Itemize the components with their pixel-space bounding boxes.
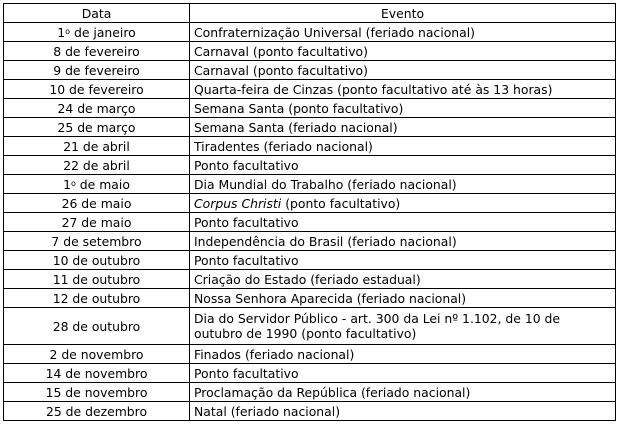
event-italic-text: Corpus Christi bbox=[194, 195, 282, 211]
date-cell: 21 de abril bbox=[4, 137, 190, 156]
date-day: 1 bbox=[63, 176, 71, 192]
event-cell: Tiradentes (feriado nacional) bbox=[190, 137, 616, 156]
event-cell: Nossa Senhora Aparecida (feriado nacional) bbox=[190, 289, 616, 308]
event-cell: Confraternização Universal (feriado nacional) bbox=[190, 23, 616, 42]
table-row bbox=[4, 364, 616, 383]
event-cell: Semana Santa (ponto facultativo) bbox=[190, 99, 616, 118]
date-cell: 8 de fevereiro bbox=[4, 42, 190, 61]
table-row bbox=[4, 194, 616, 213]
table-row bbox=[4, 118, 616, 137]
event-cell: Criação do Estado (feriado estadual) bbox=[190, 270, 616, 289]
event-cell: Carnaval (ponto facultativo) bbox=[190, 42, 616, 61]
event-cell: Semana Santa (feriado nacional) bbox=[190, 118, 616, 137]
event-cell: Ponto facultativo bbox=[190, 213, 616, 232]
date-cell bbox=[4, 175, 190, 194]
table-row bbox=[4, 232, 616, 251]
table-row bbox=[4, 251, 616, 270]
event-cell: Quarta-feira de Cinzas (ponto facultativo até às 13 horas) bbox=[190, 80, 616, 99]
table-row bbox=[4, 23, 616, 42]
date-cell: 26 de maio bbox=[4, 194, 190, 213]
date-cell: 25 de dezembro bbox=[4, 402, 190, 421]
date-cell: 22 de abril bbox=[4, 156, 190, 175]
date-cell: 12 de outubro bbox=[4, 289, 190, 308]
table-row bbox=[4, 345, 616, 364]
date-cell: 11 de outubro bbox=[4, 270, 190, 289]
date-cell: 7 de setembro bbox=[4, 232, 190, 251]
event-cell: Natal (feriado nacional) bbox=[190, 402, 616, 421]
table-row bbox=[4, 61, 616, 80]
event-text: (ponto facultativo) bbox=[281, 195, 401, 211]
event-cell: Carnaval (ponto facultativo) bbox=[190, 61, 616, 80]
table-row bbox=[4, 156, 616, 175]
date-month: de janeiro bbox=[70, 24, 136, 40]
ordinal-indicator: o bbox=[70, 178, 76, 188]
table-row bbox=[4, 213, 616, 232]
table-row bbox=[4, 289, 616, 308]
table-header-row bbox=[4, 4, 616, 23]
event-cell bbox=[190, 194, 616, 213]
table-row bbox=[4, 42, 616, 61]
date-cell: 10 de fevereiro bbox=[4, 80, 190, 99]
table-row bbox=[4, 270, 616, 289]
date-cell: 14 de novembro bbox=[4, 364, 190, 383]
date-cell bbox=[4, 23, 190, 42]
date-cell: 28 de outubro bbox=[4, 308, 190, 345]
date-cell: 27 de maio bbox=[4, 213, 190, 232]
date-cell: 2 de novembro bbox=[4, 345, 190, 364]
date-cell: 15 de novembro bbox=[4, 383, 190, 402]
column-header-event: Evento bbox=[190, 4, 616, 23]
holidays-table bbox=[3, 3, 616, 421]
event-cell: Ponto facultativo bbox=[190, 364, 616, 383]
event-cell: Independência do Brasil (feriado nacional) bbox=[190, 232, 616, 251]
date-day: 1 bbox=[57, 24, 66, 40]
event-cell: Ponto facultativo bbox=[190, 251, 616, 270]
date-cell: 10 de outubro bbox=[4, 251, 190, 270]
event-cell: Dia Mundial do Trabalho (feriado nacional) bbox=[190, 175, 616, 194]
date-cell: 24 de março bbox=[4, 99, 190, 118]
date-cell: 9 de fevereiro bbox=[4, 61, 190, 80]
table-row bbox=[4, 80, 616, 99]
ordinal-indicator: o bbox=[65, 26, 71, 36]
event-cell: Dia do Servidor Público - art. 300 da Lei nº 1.102, de 10 de outubro de 1990 (ponto facultativo) bbox=[190, 308, 616, 345]
date-month: de maio bbox=[75, 176, 130, 192]
table-row bbox=[4, 137, 616, 156]
event-cell: Ponto facultativo bbox=[190, 156, 616, 175]
column-header-date: Data bbox=[4, 4, 190, 23]
table-row bbox=[4, 99, 616, 118]
event-cell: Finados (feriado nacional) bbox=[190, 345, 616, 364]
table-row bbox=[4, 402, 616, 421]
table-row bbox=[4, 383, 616, 402]
table-row bbox=[4, 308, 616, 345]
event-cell: Proclamação da República (feriado nacional) bbox=[190, 383, 616, 402]
table-row bbox=[4, 175, 616, 194]
date-cell: 25 de março bbox=[4, 118, 190, 137]
